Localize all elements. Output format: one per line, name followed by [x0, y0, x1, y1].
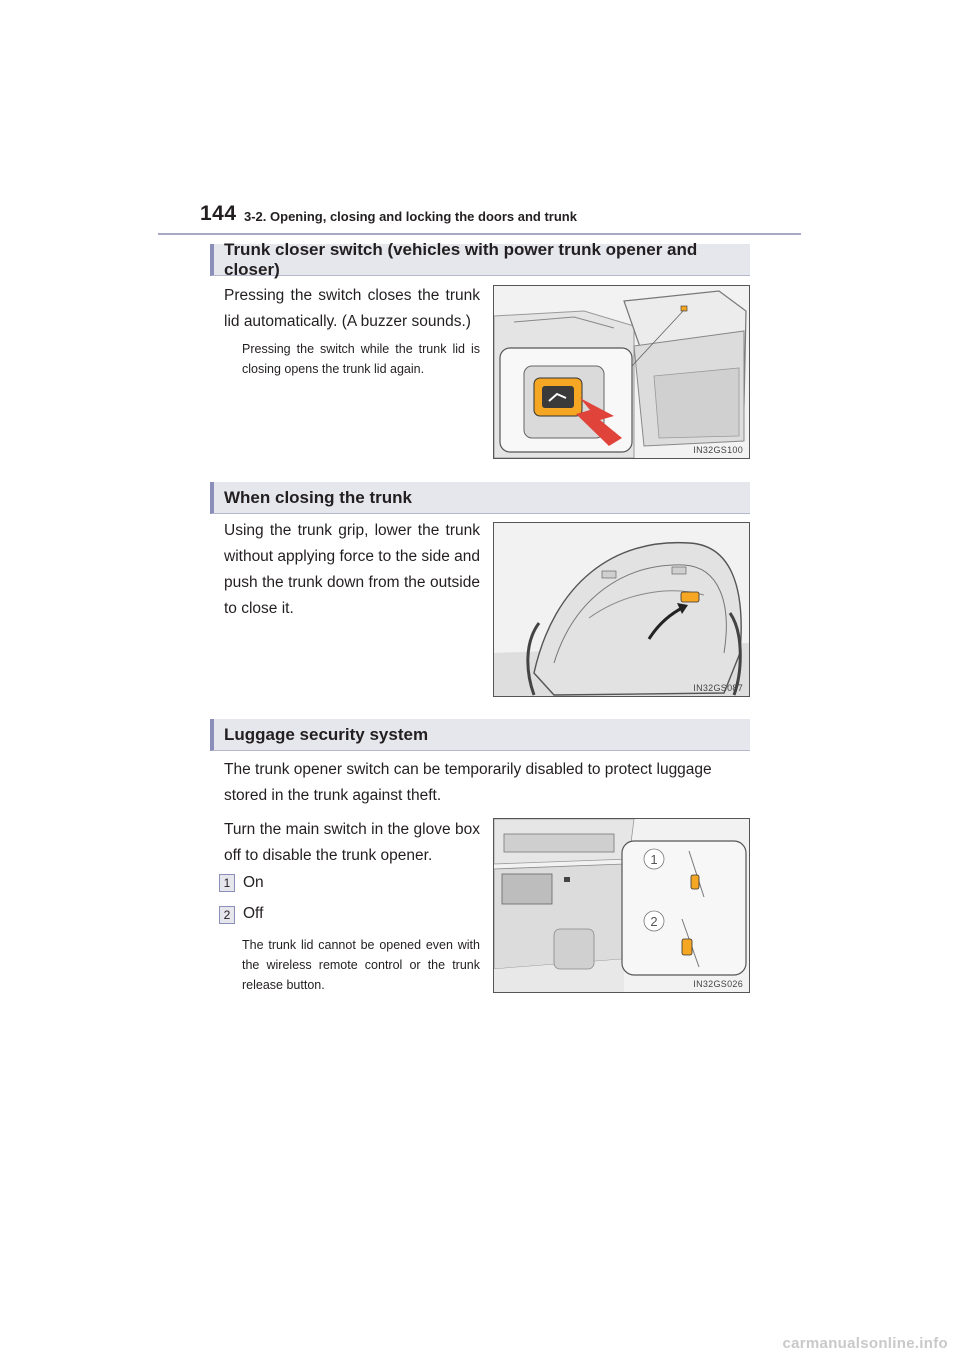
figure-code-trunk-closer: IN32GS100 [693, 445, 743, 455]
running-header: 3-2. Opening, closing and locking the doors and trunk [244, 209, 577, 224]
figure-closing-trunk [493, 522, 750, 697]
section-heading-luggage-security: Luggage security system [210, 719, 750, 751]
callout-2: 2 [650, 914, 658, 929]
figure-code-glove-box: IN32GS026 [693, 979, 743, 989]
luggage-security-note: The trunk lid cannot be opened even with the wireless remote control or the trunk release button. [242, 938, 480, 992]
header-rule [158, 233, 801, 235]
luggage-security-body: Turn the main switch in the glove box off to disable the trunk opener. [224, 821, 480, 864]
item-number-1: 1 [219, 874, 235, 892]
luggage-security-intro: The trunk opener switch can be temporarily disabled to protect luggage stored in the trunk against theft. [224, 761, 712, 804]
section-heading-trunk-closer: Trunk closer switch (vehicles with power trunk opener and closer) [210, 244, 750, 276]
trunk-closer-body: Pressing the switch closes the trunk lid automatically. (A buzzer sounds.) [224, 287, 480, 330]
page-number: 144 [200, 202, 237, 225]
item-number-2: 2 [219, 906, 235, 924]
closing-trunk-body: Using the trunk grip, lower the trunk without applying force to the side and push the trunk down from the outside to close it. [224, 522, 480, 617]
trunk-closer-note: Pressing the switch while the trunk lid is closing opens the trunk lid again. [242, 342, 480, 376]
watermark: carmanualsonline.info [782, 1335, 948, 1352]
section-heading-closing-trunk: When closing the trunk [210, 482, 750, 514]
figure-glove-box-switch [493, 818, 750, 993]
figure-code-closing-trunk: IN32GS087 [693, 683, 743, 693]
item-label-off: Off [243, 905, 264, 922]
figure-trunk-closer-switch [493, 285, 750, 459]
callout-1: 1 [650, 852, 658, 867]
item-label-on: On [243, 874, 264, 891]
